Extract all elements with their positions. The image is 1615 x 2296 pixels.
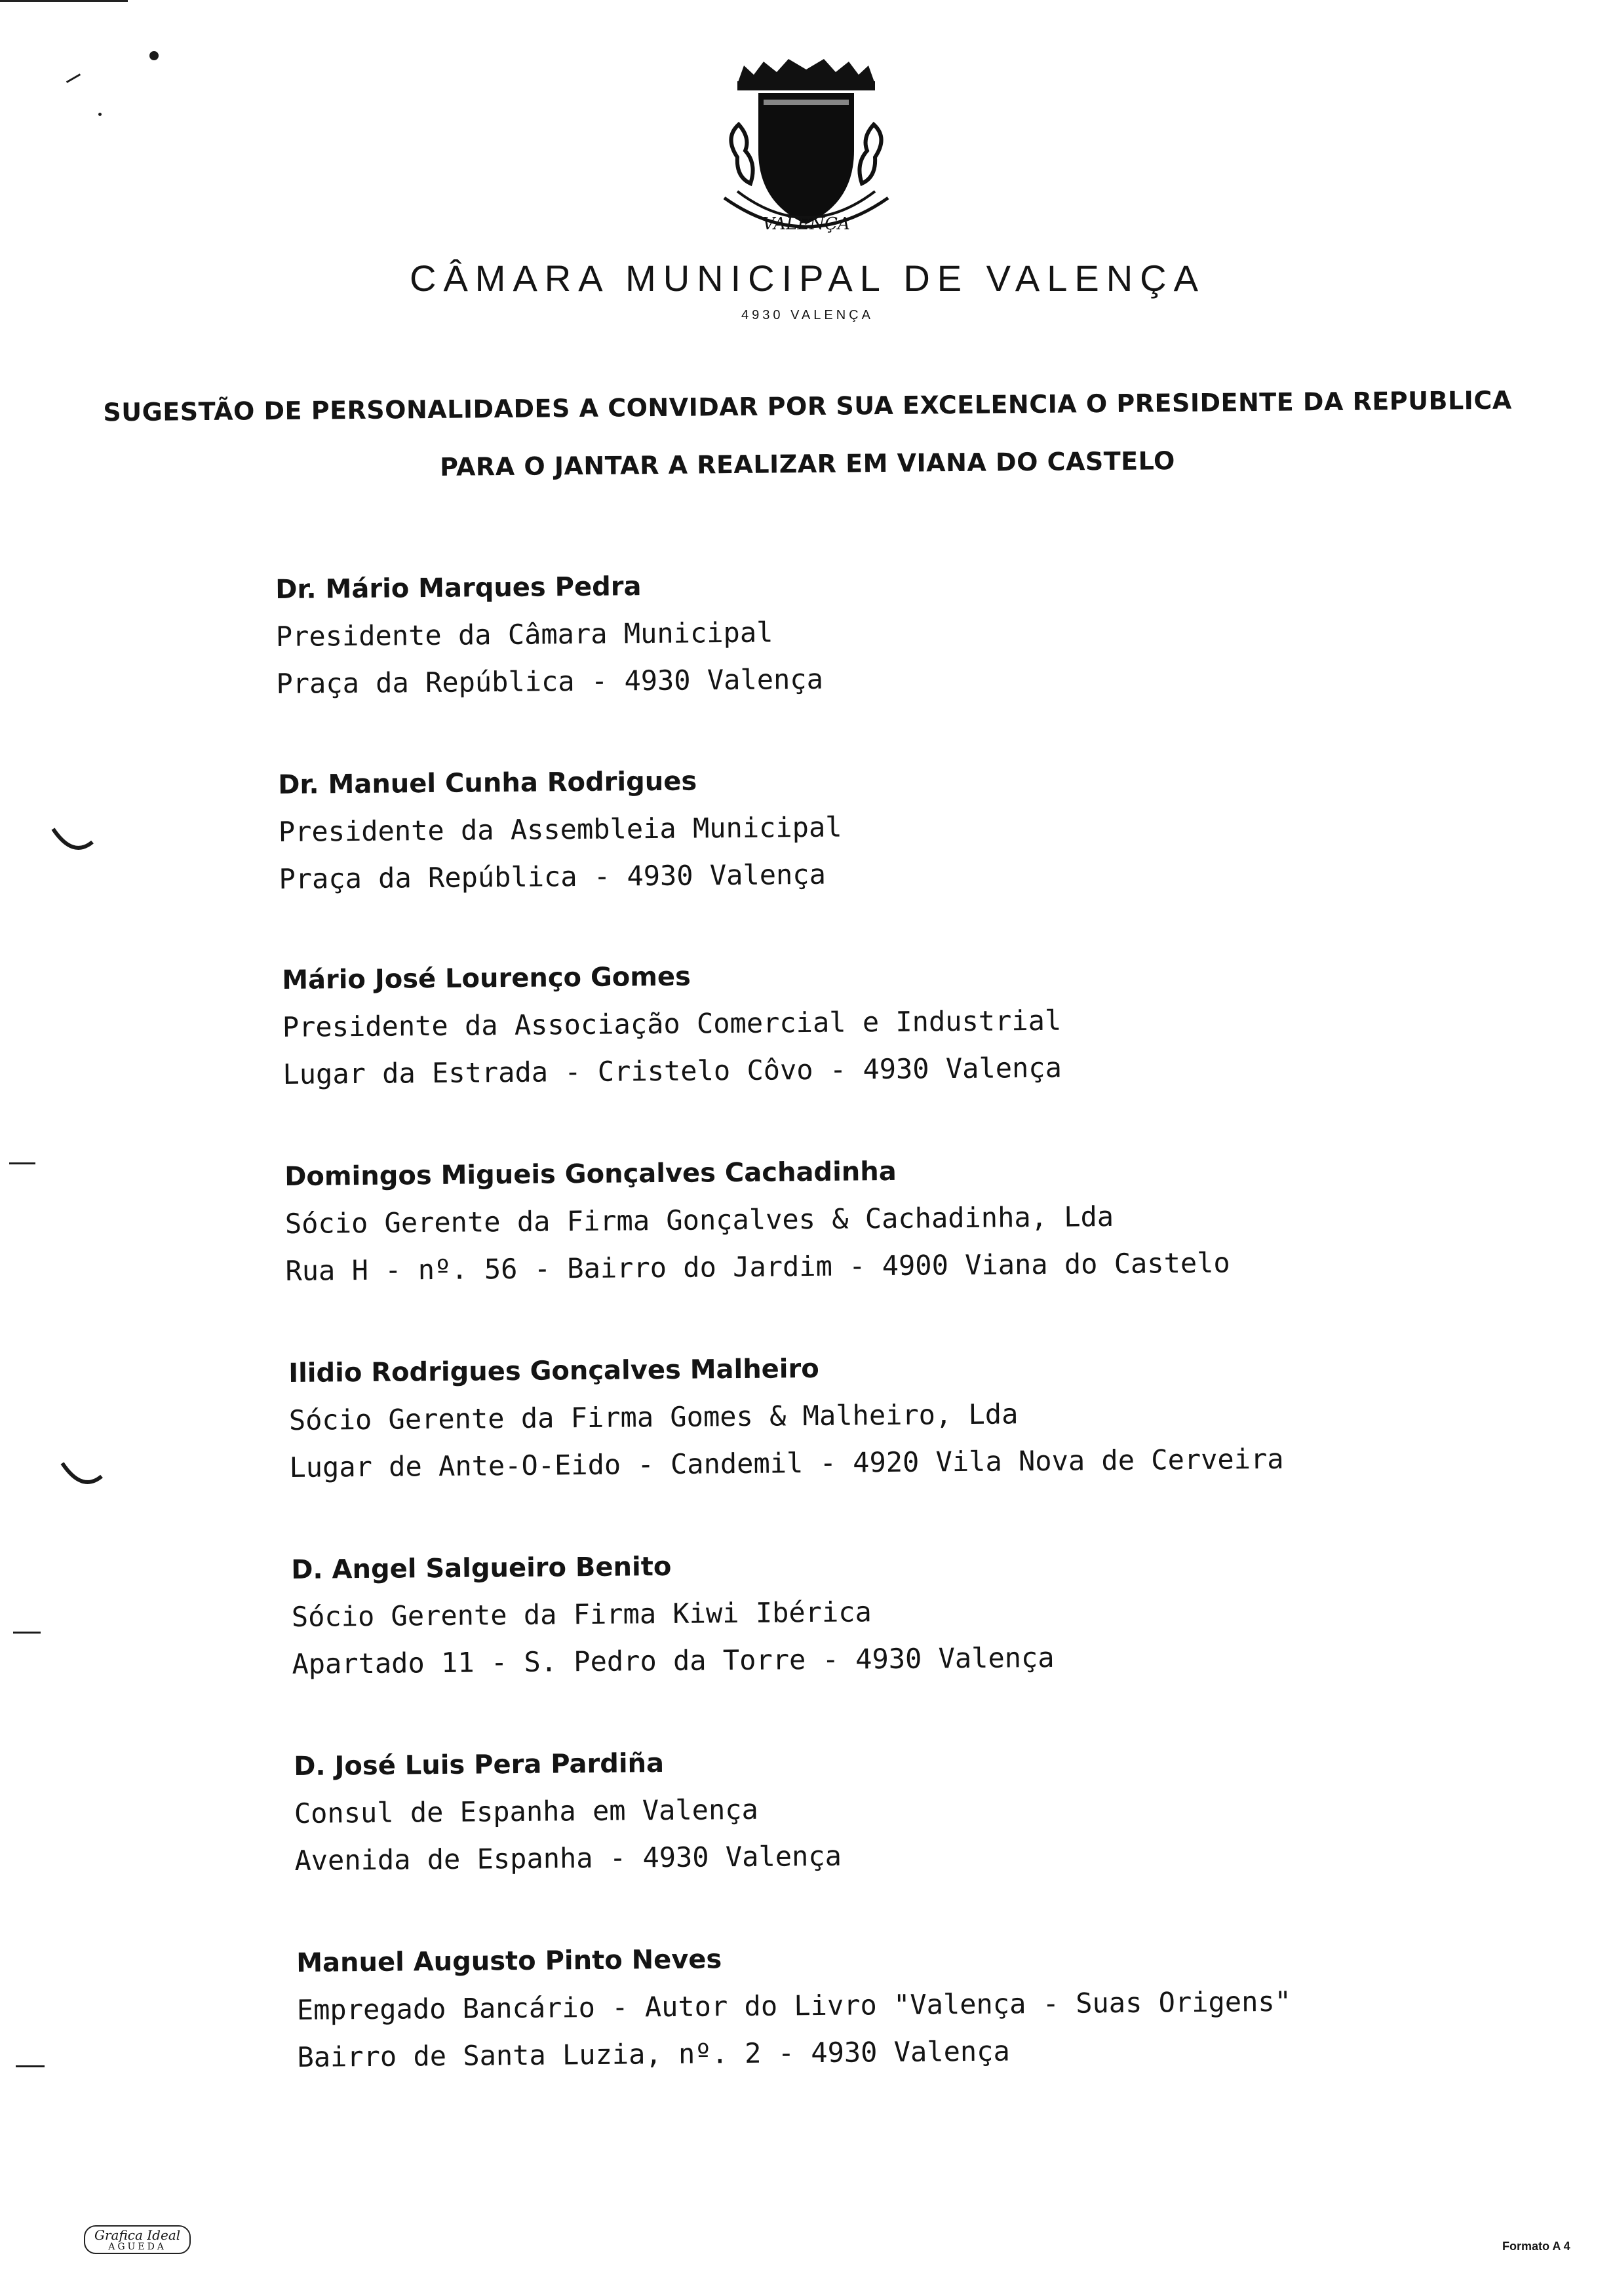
guest-name: Mário José Lourenço Gomes	[282, 961, 691, 995]
guest-name: Manuel Augusto Pinto Neves	[296, 1944, 722, 1978]
guest-entry	[291, 1545, 1341, 1680]
paper-format-label: Formato A 4	[1502, 2240, 1570, 2253]
guest-entry	[278, 760, 1328, 895]
guest-entry	[296, 1938, 1346, 2073]
guest-address: Rua H - nº. 56 - Bairro do Jardim - 4900 Viana do Castelo	[285, 1246, 1230, 1287]
guest-name: Dr. Mário Marques Pedra	[275, 571, 642, 605]
guest-entry	[288, 1349, 1338, 1483]
guest-name: Ilidio Rodrigues Gonçalves Malheiro	[288, 1353, 819, 1388]
guest-entry	[282, 955, 1332, 1090]
scan-mark	[66, 73, 81, 83]
crest-banner-text: VALENÇA	[762, 214, 850, 234]
guest-name: D. José Luis Pera Pardiña	[294, 1748, 665, 1782]
guest-address: Apartado 11 - S. Pedro da Torre - 4930 Valença	[292, 1641, 1055, 1680]
guest-name: Domingos Migueis Gonçalves Cachadinha	[284, 1156, 897, 1192]
printer-stamp	[84, 2225, 191, 2254]
guest-address: Lugar de Ante-O-Eido - Candemil - 4920 Vila Nova de Cerveira	[289, 1442, 1284, 1483]
document-title-line-1: SUGESTÃO DE PERSONALIDADES A CONVIDAR POR SUA EXCELENCIA O PRESIDENTE DA REPUBLICA	[103, 385, 1512, 427]
guest-name: Dr. Manuel Cunha Rodrigues	[278, 766, 697, 800]
guest-address: Avenida de Espanha - 4930 Valença	[294, 1839, 842, 1877]
letterhead-title: CÂMARA MUNICIPAL DE VALENÇA	[410, 258, 1205, 299]
municipal-coat-of-arms	[698, 52, 914, 249]
scan-mark	[16, 2065, 45, 2067]
scan-mark	[13, 1632, 41, 1634]
guest-role: Presidente da Associação Comercial e Industrial	[282, 1004, 1062, 1043]
guest-role: Sócio Gerente da Firma Kiwi Ibérica	[291, 1596, 872, 1633]
guest-role: Presidente da Assembleia Municipal	[278, 811, 842, 848]
guest-name: D. Angel Salgueiro Benito	[291, 1551, 672, 1585]
guest-entry	[284, 1152, 1334, 1287]
guest-address: Praça da República - 4930 Valença	[279, 858, 827, 895]
printer-stamp-name: Grafica Ideal	[94, 2227, 181, 2243]
guest-entry	[294, 1742, 1344, 1877]
guest-address: Bairro de Santa Luzia, nº. 2 - 4930 Valença	[297, 2035, 1010, 2073]
scan-edge-line	[0, 0, 128, 2]
guest-role: Sócio Gerente da Firma Gonçalves & Cachadinha, Lda	[284, 1200, 1114, 1240]
guest-role: Presidente da Câmara Municipal	[275, 616, 773, 653]
scan-mark	[98, 113, 102, 116]
scan-mark	[149, 51, 159, 60]
scan-mark	[9, 1162, 35, 1164]
letterhead-postal-code: 4930 VALENÇA	[741, 308, 874, 322]
guest-role: Sócio Gerente da Firma Gomes & Malheiro, Lda	[288, 1398, 1019, 1436]
guest-role: Consul de Espanha em Valença	[294, 1793, 759, 1829]
document-title-line-2: PARA O JANTAR A REALIZAR EM VIANA DO CASTELO	[439, 446, 1176, 482]
punch-hole-mark	[59, 1460, 105, 1493]
guest-address: Praça da República - 4930 Valença	[276, 662, 824, 700]
guest-entry	[275, 565, 1325, 700]
guest-address: Lugar da Estrada - Cristelo Côvo - 4930 Valença	[282, 1051, 1062, 1090]
punch-hole-mark	[50, 826, 96, 858]
printer-stamp-town: AGUEDA	[108, 2242, 166, 2252]
guest-role: Empregado Bancário - Autor do Livro "Valença - Suas Origens"	[296, 1985, 1292, 2026]
